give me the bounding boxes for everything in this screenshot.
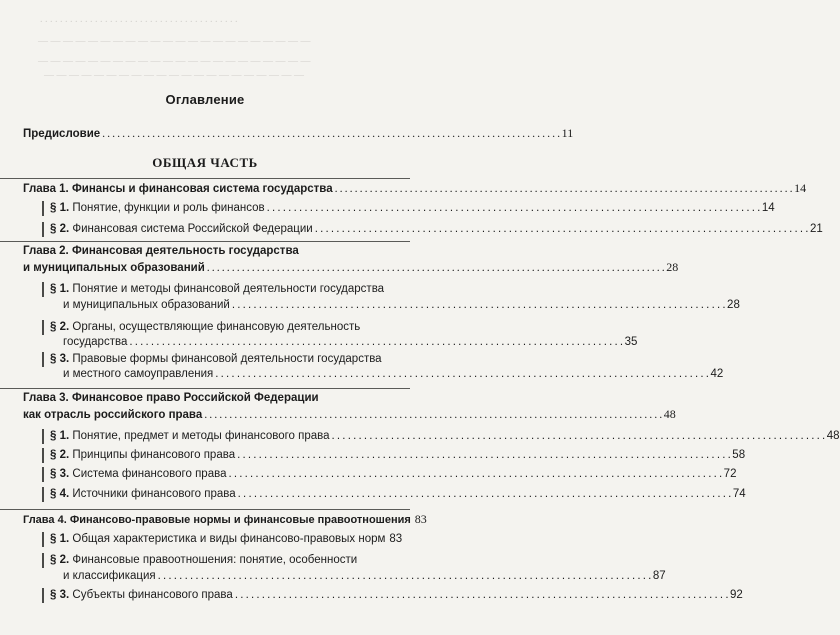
section-marker — [42, 487, 44, 502]
entry-label: Финансовая система Российской Федерации — [72, 223, 313, 235]
part-title: ОБЩАЯ ЧАСТЬ — [152, 155, 258, 170]
leader-dots — [232, 298, 725, 313]
page-number: 11 — [561, 126, 574, 140]
section-marker — [42, 352, 44, 367]
toc-entry-chapter-3[interactable] — [23, 407, 676, 423]
leader-dots — [335, 181, 793, 196]
entry-label: Принципы финансового права — [72, 449, 236, 461]
leader-dots — [129, 335, 622, 350]
section-marker — [42, 282, 44, 297]
toc-entry-ch4-s3[interactable] — [50, 588, 743, 603]
page-number: 48 — [826, 430, 840, 442]
entry-label: Финансовые правоотношения: понятие, особенности — [72, 554, 358, 566]
chapter-rule — [0, 509, 410, 510]
toc-title: Оглавление — [165, 92, 245, 107]
page-number: 28 — [666, 260, 679, 274]
toc-entry-chapter-1[interactable] — [23, 181, 807, 197]
toc-entry-ch2-s1[interactable] — [63, 298, 740, 313]
chapter-2-title-line-1[interactable]: Глава 2. Финансовая деятельность государства — [23, 245, 299, 257]
section-number: § 1. — [50, 430, 70, 442]
entry-label: Общая характеристика и виды финансово-правовых норм — [72, 533, 386, 545]
page-number: 74 — [732, 488, 746, 500]
entry-label: и классификация — [63, 570, 156, 582]
section-number: § 2. — [50, 554, 70, 566]
section-marker — [42, 532, 44, 547]
toc-entry-ch1-s2[interactable] — [50, 222, 823, 237]
section-marker — [42, 201, 44, 216]
chapter-rule — [0, 178, 410, 179]
leader-dots — [158, 569, 651, 584]
section-marker — [42, 222, 44, 237]
section-marker — [42, 429, 44, 444]
leader-dots — [237, 448, 730, 463]
entry-label: Понятие, предмет и методы финансового права — [72, 430, 330, 442]
entry-label: и местного самоуправления — [63, 368, 214, 380]
section-number: § 1. — [50, 283, 70, 295]
entry-label: Глава 4. Финансово-правовые нормы и финансовые правоотношения — [23, 514, 411, 526]
entry-label: Система финансового права — [72, 468, 227, 480]
entry-label: Понятие и методы финансовой деятельности государства — [72, 283, 385, 295]
bleed-through-text: — — — — — — — — — — — — — — — — — — — — — — — [38, 56, 311, 67]
bleed-through-text: — — — — — — — — — — — — — — — — — — — — — — — [38, 36, 311, 47]
page-number: 21 — [809, 223, 823, 235]
toc-entry-ch3-s3[interactable] — [50, 467, 737, 482]
section-number: § 3. — [50, 589, 70, 601]
entry-label: как отрасль российского права — [23, 409, 203, 421]
leader-dots — [102, 126, 560, 141]
page-number: 14 — [794, 181, 807, 195]
chapter-rule — [0, 388, 410, 389]
entry-label: Глава 1. Финансы и финансовая система государства — [23, 183, 333, 195]
entry-label: Понятие, функции и роль финансов — [72, 202, 265, 214]
section-marker — [42, 320, 44, 335]
entry-label: Субъекты финансового права — [72, 589, 233, 601]
section-number: § 3. — [50, 468, 70, 480]
section-number: § 2. — [50, 449, 70, 461]
toc-entry-ch3-s1[interactable] — [50, 429, 840, 444]
section-number: § 2. — [50, 321, 70, 333]
leader-dots — [332, 429, 825, 444]
toc-entry-ch2-s1-line-1[interactable] — [50, 282, 384, 297]
page-number: 92 — [730, 589, 743, 601]
page-number: 42 — [710, 368, 724, 380]
entry-label: и муниципальных образований — [23, 262, 205, 274]
leader-dots — [267, 201, 760, 216]
toc-entry-ch3-s2[interactable] — [50, 448, 746, 463]
leader-dots — [235, 588, 728, 603]
page-number: 14 — [761, 202, 775, 214]
page-number: 35 — [624, 336, 638, 348]
page-number: 83 — [389, 533, 403, 545]
leader-dots — [228, 467, 721, 482]
toc-entry-ch4-s1[interactable] — [50, 532, 403, 547]
toc-entry-ch2-s2-line-1[interactable] — [50, 320, 360, 335]
toc-entry-ch1-s1[interactable] — [50, 201, 775, 216]
leader-dots — [238, 487, 731, 502]
toc-entry-ch2-s3-line-1[interactable] — [50, 352, 382, 367]
toc-entry-ch2-s3[interactable] — [63, 367, 724, 382]
page-number: 58 — [732, 449, 746, 461]
section-number: § 3. — [50, 353, 70, 365]
bleed-through-text: — — — — — — — — — — — — — — — — — — — — — — [44, 70, 304, 81]
leader-dots — [315, 222, 808, 237]
toc-entry-ch3-s4[interactable] — [50, 487, 746, 502]
page-number: 87 — [652, 570, 666, 582]
section-marker — [42, 467, 44, 482]
leader-dots — [207, 260, 665, 275]
section-number: § 1. — [50, 202, 70, 214]
page-number: 72 — [723, 468, 737, 480]
entry-label: Правовые формы финансовой деятельности государства — [72, 353, 382, 365]
entry-label: и муниципальных образований — [63, 299, 230, 311]
section-number: § 4. — [50, 488, 70, 500]
section-marker — [42, 588, 44, 603]
toc-entry-chapter-2[interactable] — [23, 260, 679, 276]
section-number: § 2. — [50, 223, 70, 235]
toc-entry-ch2-s2[interactable] — [63, 335, 638, 350]
section-number: § 1. — [50, 533, 70, 545]
toc-entry-chapter-4[interactable] — [23, 512, 427, 528]
entry-label: Предисловие — [23, 128, 101, 140]
entry-label: государства — [63, 336, 128, 348]
chapter-rule — [0, 241, 410, 242]
page-number: 83 — [414, 512, 427, 526]
section-marker — [42, 448, 44, 463]
leader-dots — [204, 407, 662, 422]
page-number: 28 — [727, 299, 740, 311]
leader-dots — [215, 367, 708, 382]
section-marker — [42, 553, 44, 568]
entry-label: Источники финансового права — [72, 488, 236, 500]
toc-entry-ch4-s2-line-1[interactable] — [50, 553, 357, 568]
chapter-3-title-line-1[interactable]: Глава 3. Финансовое право Российской Федерации — [23, 392, 319, 404]
toc-entry-preface[interactable] — [23, 126, 574, 142]
toc-entry-ch4-s2[interactable] — [63, 569, 666, 584]
bleed-through-text: . . . . . . . . . . . . . . . . . . . . . . . . . . . . . . . . . . . . . . . . — [40, 14, 238, 25]
entry-label: Органы, осуществляющие финансовую деятельность — [72, 321, 361, 333]
page-number: 48 — [663, 407, 676, 421]
